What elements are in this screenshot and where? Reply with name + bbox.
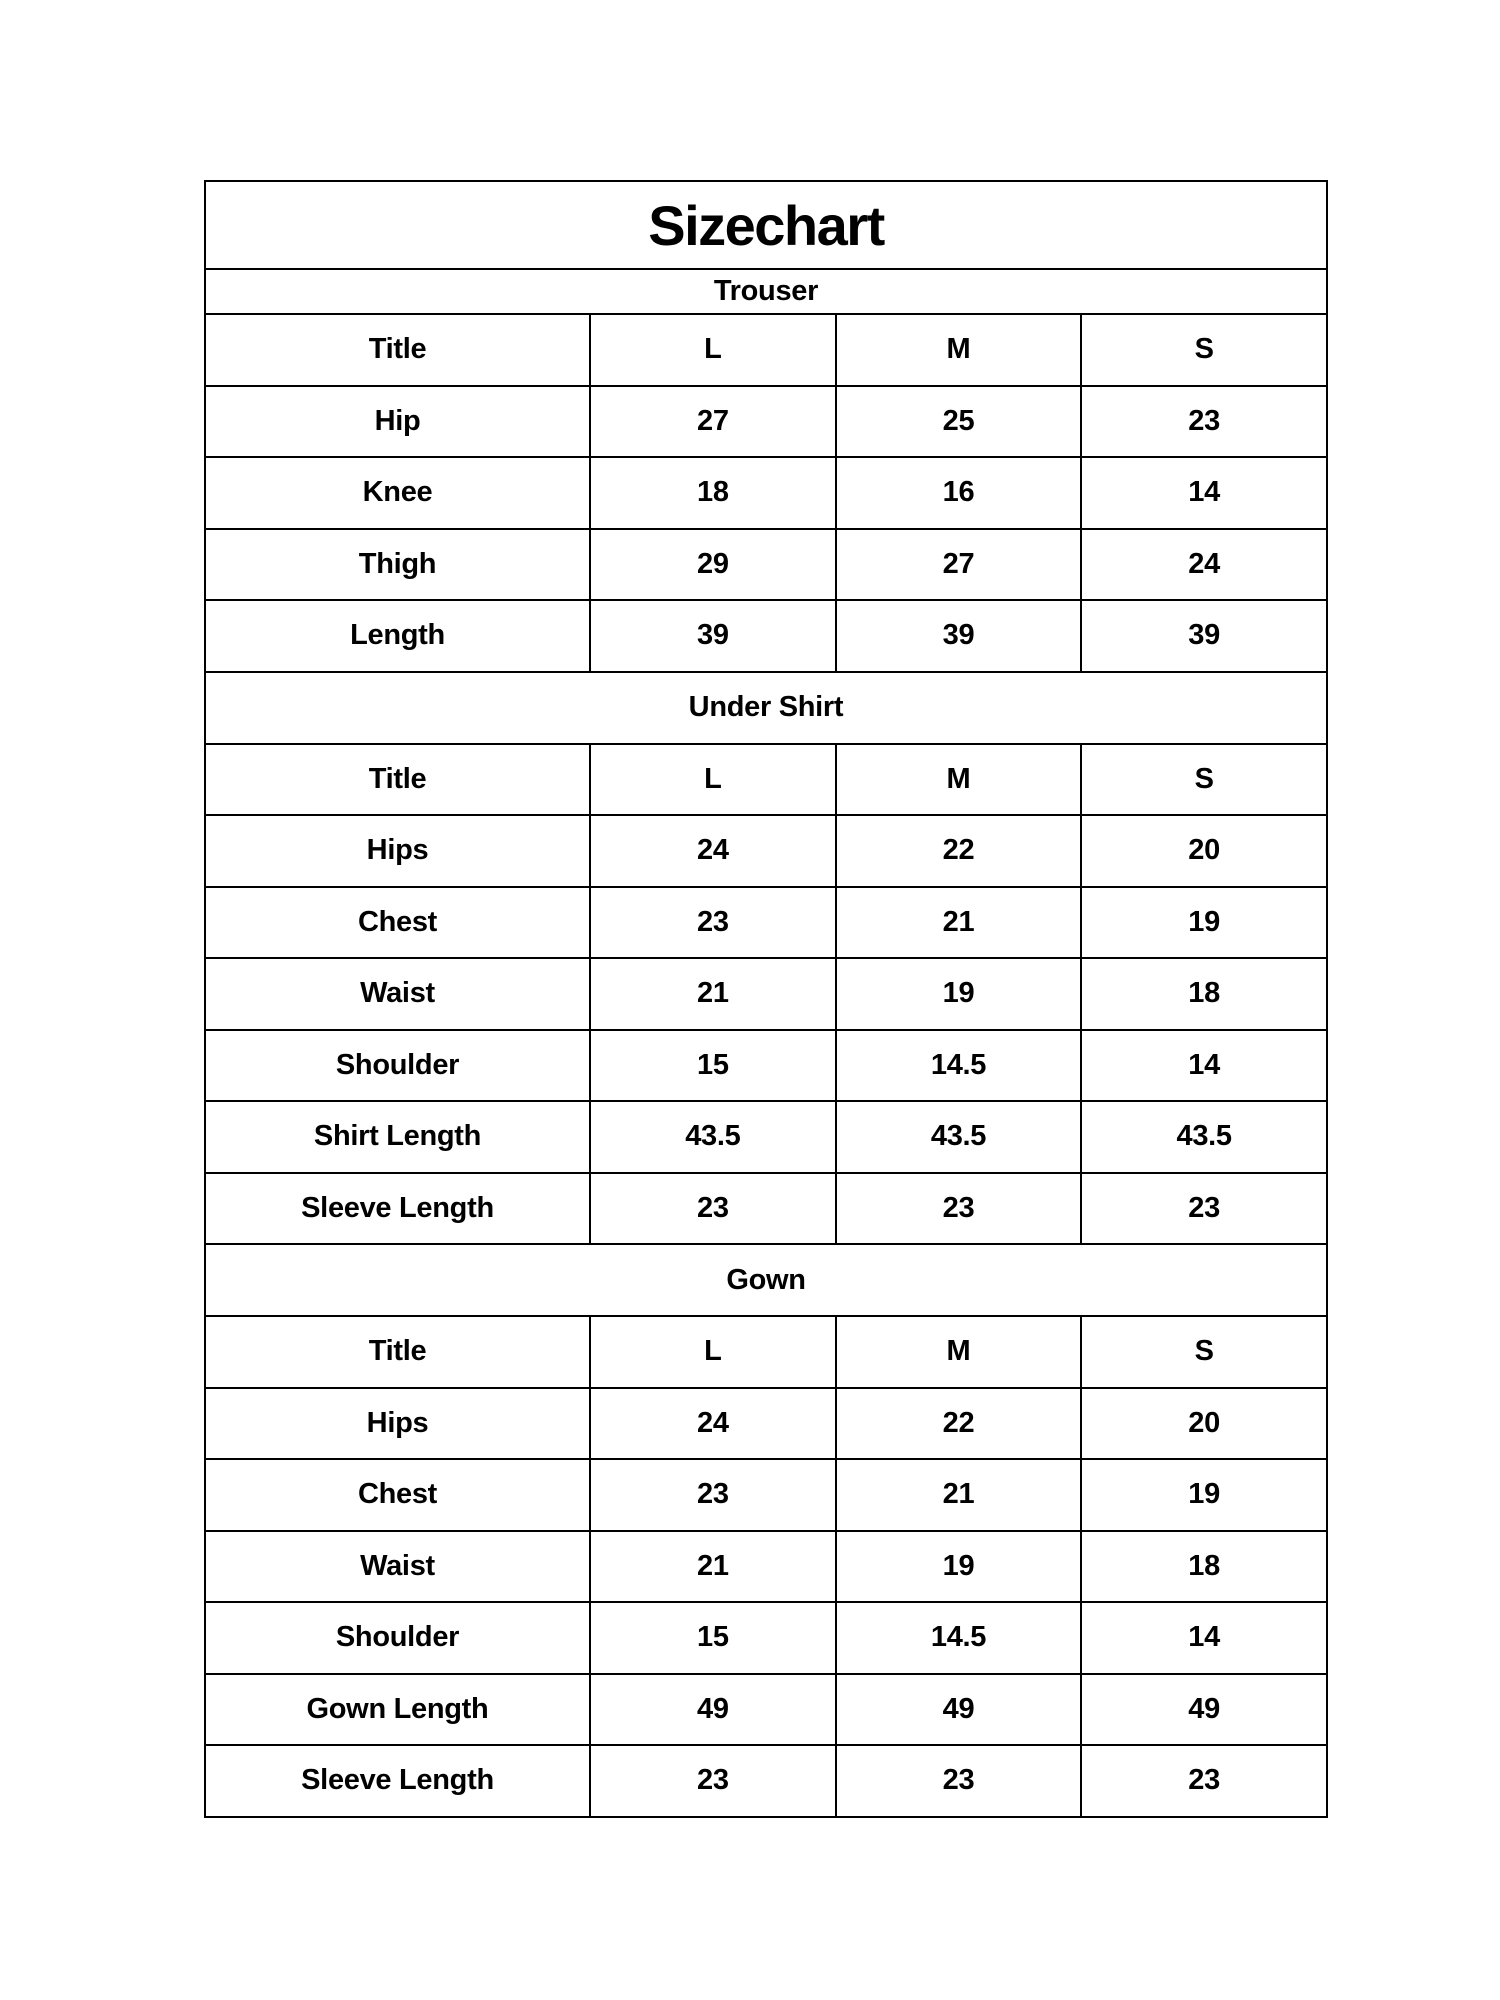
header-cell: L <box>590 1316 836 1388</box>
value-cell: 39 <box>1081 600 1327 672</box>
value-cell: 14 <box>1081 1602 1327 1674</box>
value-cell: 23 <box>590 887 836 959</box>
section-row-under-shirt <box>205 672 1327 744</box>
table-row <box>205 1459 1327 1531</box>
value-cell: 43.5 <box>590 1101 836 1173</box>
value-cell: 20 <box>1081 1388 1327 1460</box>
value-cell: 19 <box>1081 887 1327 959</box>
row-label: Shoulder <box>205 1030 590 1102</box>
header-cell: M <box>836 1316 1082 1388</box>
row-label: Chest <box>205 1459 590 1531</box>
value-cell: 49 <box>1081 1674 1327 1746</box>
table-row <box>205 958 1327 1030</box>
value-cell: 21 <box>836 1459 1082 1531</box>
header-cell: Title <box>205 744 590 816</box>
value-cell: 27 <box>836 529 1082 601</box>
section-row-gown <box>205 1244 1327 1316</box>
value-cell: 24 <box>590 1388 836 1460</box>
value-cell: 39 <box>590 600 836 672</box>
value-cell: 27 <box>590 386 836 458</box>
row-label: Chest <box>205 887 590 959</box>
row-label: Sleeve Length <box>205 1745 590 1817</box>
value-cell: 43.5 <box>836 1101 1082 1173</box>
value-cell: 21 <box>836 887 1082 959</box>
value-cell: 18 <box>1081 1531 1327 1603</box>
value-cell: 14.5 <box>836 1602 1082 1674</box>
header-cell: S <box>1081 314 1327 386</box>
header-row-gown <box>205 1316 1327 1388</box>
row-label: Sleeve Length <box>205 1173 590 1245</box>
row-label: Knee <box>205 457 590 529</box>
table-row <box>205 1388 1327 1460</box>
value-cell: 23 <box>1081 386 1327 458</box>
row-label: Length <box>205 600 590 672</box>
value-cell: 43.5 <box>1081 1101 1327 1173</box>
size-chart-table <box>204 180 1328 1818</box>
row-label: Waist <box>205 958 590 1030</box>
header-cell: M <box>836 314 1082 386</box>
chart-title: Sizechart <box>205 181 1327 269</box>
table-row <box>205 600 1327 672</box>
row-label: Shirt Length <box>205 1101 590 1173</box>
section-title-trouser: Trouser <box>205 269 1327 314</box>
row-label: Gown Length <box>205 1674 590 1746</box>
value-cell: 19 <box>1081 1459 1327 1531</box>
value-cell: 49 <box>836 1674 1082 1746</box>
section-row-trouser <box>205 269 1327 314</box>
header-cell: L <box>590 314 836 386</box>
value-cell: 18 <box>590 457 836 529</box>
table-row <box>205 1101 1327 1173</box>
section-title-gown: Gown <box>205 1244 1327 1316</box>
header-cell: Title <box>205 314 590 386</box>
value-cell: 23 <box>836 1173 1082 1245</box>
title-row <box>205 181 1327 269</box>
table-row <box>205 457 1327 529</box>
row-label: Waist <box>205 1531 590 1603</box>
table-row <box>205 386 1327 458</box>
header-cell: L <box>590 744 836 816</box>
table-row <box>205 529 1327 601</box>
row-label: Shoulder <box>205 1602 590 1674</box>
value-cell: 16 <box>836 457 1082 529</box>
header-cell: S <box>1081 1316 1327 1388</box>
table-row <box>205 1674 1327 1746</box>
table-row <box>205 1030 1327 1102</box>
value-cell: 22 <box>836 815 1082 887</box>
table-row <box>205 887 1327 959</box>
row-label: Hips <box>205 1388 590 1460</box>
value-cell: 23 <box>1081 1745 1327 1817</box>
value-cell: 49 <box>590 1674 836 1746</box>
value-cell: 14 <box>1081 457 1327 529</box>
value-cell: 20 <box>1081 815 1327 887</box>
value-cell: 23 <box>836 1745 1082 1817</box>
section-title-under-shirt: Under Shirt <box>205 672 1327 744</box>
value-cell: 23 <box>1081 1173 1327 1245</box>
table-row <box>205 1745 1327 1817</box>
value-cell: 22 <box>836 1388 1082 1460</box>
value-cell: 25 <box>836 386 1082 458</box>
value-cell: 29 <box>590 529 836 601</box>
row-label: Thigh <box>205 529 590 601</box>
header-cell: S <box>1081 744 1327 816</box>
value-cell: 24 <box>590 815 836 887</box>
value-cell: 18 <box>1081 958 1327 1030</box>
value-cell: 21 <box>590 1531 836 1603</box>
row-label: Hip <box>205 386 590 458</box>
table-row <box>205 815 1327 887</box>
value-cell: 15 <box>590 1602 836 1674</box>
table-row <box>205 1602 1327 1674</box>
header-cell: Title <box>205 1316 590 1388</box>
header-cell: M <box>836 744 1082 816</box>
row-label: Hips <box>205 815 590 887</box>
value-cell: 39 <box>836 600 1082 672</box>
value-cell: 15 <box>590 1030 836 1102</box>
header-row-trouser <box>205 314 1327 386</box>
value-cell: 23 <box>590 1173 836 1245</box>
table-row <box>205 1531 1327 1603</box>
table-row <box>205 1173 1327 1245</box>
value-cell: 21 <box>590 958 836 1030</box>
value-cell: 23 <box>590 1459 836 1531</box>
value-cell: 19 <box>836 958 1082 1030</box>
value-cell: 14.5 <box>836 1030 1082 1102</box>
value-cell: 24 <box>1081 529 1327 601</box>
value-cell: 23 <box>590 1745 836 1817</box>
header-row-under-shirt <box>205 744 1327 816</box>
value-cell: 19 <box>836 1531 1082 1603</box>
value-cell: 14 <box>1081 1030 1327 1102</box>
